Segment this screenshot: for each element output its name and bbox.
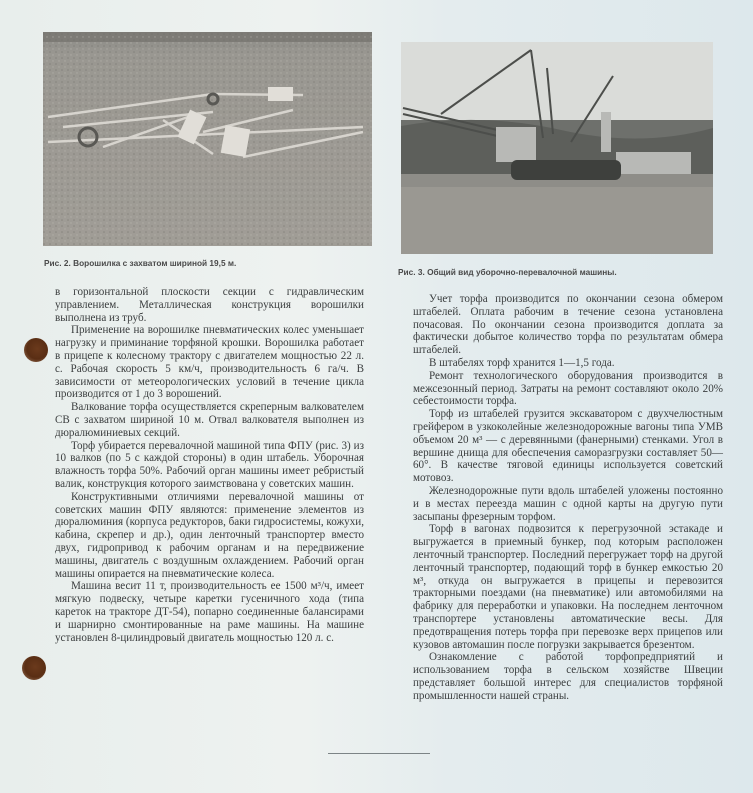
paragraph: Торф из штабелей грузится экскаватором с двухчелюстным грейфером в узкоколейные железнодорожные вагоны типа УМВ объемом 20 м³ — с деревянными (фанерными) стенками. Угол в вершине днища для обеспечения саморазгрузки составляет 50—60°. В качестве тяговой единицы используется советский мотовоз. [413, 408, 723, 485]
paragraph: В штабелях торф хранится 1—1,5 года. [429, 356, 615, 369]
end-of-article-rule [328, 753, 430, 754]
figure-2-caption: Рис. 2. Ворошилка с захватом шириной 19,5 м. [44, 258, 237, 268]
figure-3-caption: Рис. 3. Общий вид уборочно-перевалочной машины. [398, 267, 617, 277]
paragraph: Применение на ворошилке пневматических колес уменьшает нагрузку и приминание торфяной крошки. Ворошилка работает в прицепе к колесному трактору с двигателем мощностью 22 л. с. Рабочая скорость 5 км/ч, производительность 6 га/ч. В зависимости от метеорологических условий в течение цикла производится от 1 до 3 ворошений. [55, 324, 364, 401]
paragraph: Валкование торфа осуществляется скреперным валкователем СВ с захватом шириной 10 м. Отвал валкователя выполнен из дюралюминиевых секций. [55, 401, 364, 439]
paragraph: Торф в вагонах подвозится к перегрузочной эстакаде и выгружается в приемный бункер, под которым расположен ленточный транспортер. Последний перегружает торф на другой ленточный транспортер, подающий торф в бункер емкостью 20 м³, откуда он выгружается в прицепы и перевозится тракторными поездами (на пневматике) или автомобилями на фабрику для переработки и упаковки. На последнем ленточном транспортере установлены автоматические весы. Для предотвращения потерь торфа при перевозке верх прицепов или кузовов автомашин после погрузки закрывается брезентом. [413, 523, 723, 651]
paragraph: Учет торфа производится по окончании сезона обмером штабелей. Оплата рабочим в течение сезона установлена почасовая. По окончании сезона производится доплата за фактически добытое количество торфа по результатам обмера штабелей. [413, 293, 723, 357]
harvesting-machine-illustration [401, 42, 713, 254]
paragraph: Ремонт технологического оборудования производится в межсезонный период. Затраты на ремонт составляют около 20% себестоимости торфа. [413, 369, 723, 408]
paragraph: Торф убирается перевалочной машиной типа ФПУ (рис. 3) из 10 валков (по 5 с каждой стороны) в один штабель. Уборочная влажность торфа 50%. Рабочий орган машины имеет ребристый валик, конструкция которого заимствована у советских машин. [55, 439, 364, 490]
paragraph: в горизонтальной плоскости секции с гидравлическим управлением. Металлическая конструкция ворошилки выполнена из труб. [55, 286, 364, 324]
binder-hole [22, 656, 46, 680]
left-text-column [55, 286, 364, 644]
paragraph: Машина весит 11 т, производительность ее 1500 м³/ч, имеет мягкую подвеску, четыре каретки гусеничного хода (типа кареток на тракторе ДТ-54), попарно соединенные балансирами и шарнирно смонтированные на раме машины. На машине установлен 8-цилиндровый двигатель мощностью 120 л. с. [55, 580, 364, 644]
binder-hole [24, 338, 48, 362]
field-tedder-illustration [43, 32, 372, 246]
right-text-column [413, 293, 723, 703]
harvesting-machine-photo [401, 42, 713, 254]
paragraph: Железнодорожные пути вдоль штабелей уложены постоянно и в местах переезда машин с одной карты на другую пути засыпаны фрезерным торфом. [413, 484, 723, 523]
paragraph: Ознакомление с работой торфопредприятий и использованием торфа в сельском хозяйстве Швеции представляет большой интерес для специалистов торфяной промышленности нашей страны. [413, 651, 723, 702]
field-tedder-photo [43, 32, 372, 246]
paragraph: Конструктивными отличиями перевалочной машины от советских машин ФПУ являются: применение элементов из дюралюминия (корпуса редукторов, баки гидросистемы, кожухи, кабина, скрепер и др.), один ленточный транспортер вместо двух, гидропривод к рабочим органам и на передвижение машины, двигатель с воздушным охлаждением. Рабочий орган машины опирается на пневматические колеса. [55, 490, 364, 580]
